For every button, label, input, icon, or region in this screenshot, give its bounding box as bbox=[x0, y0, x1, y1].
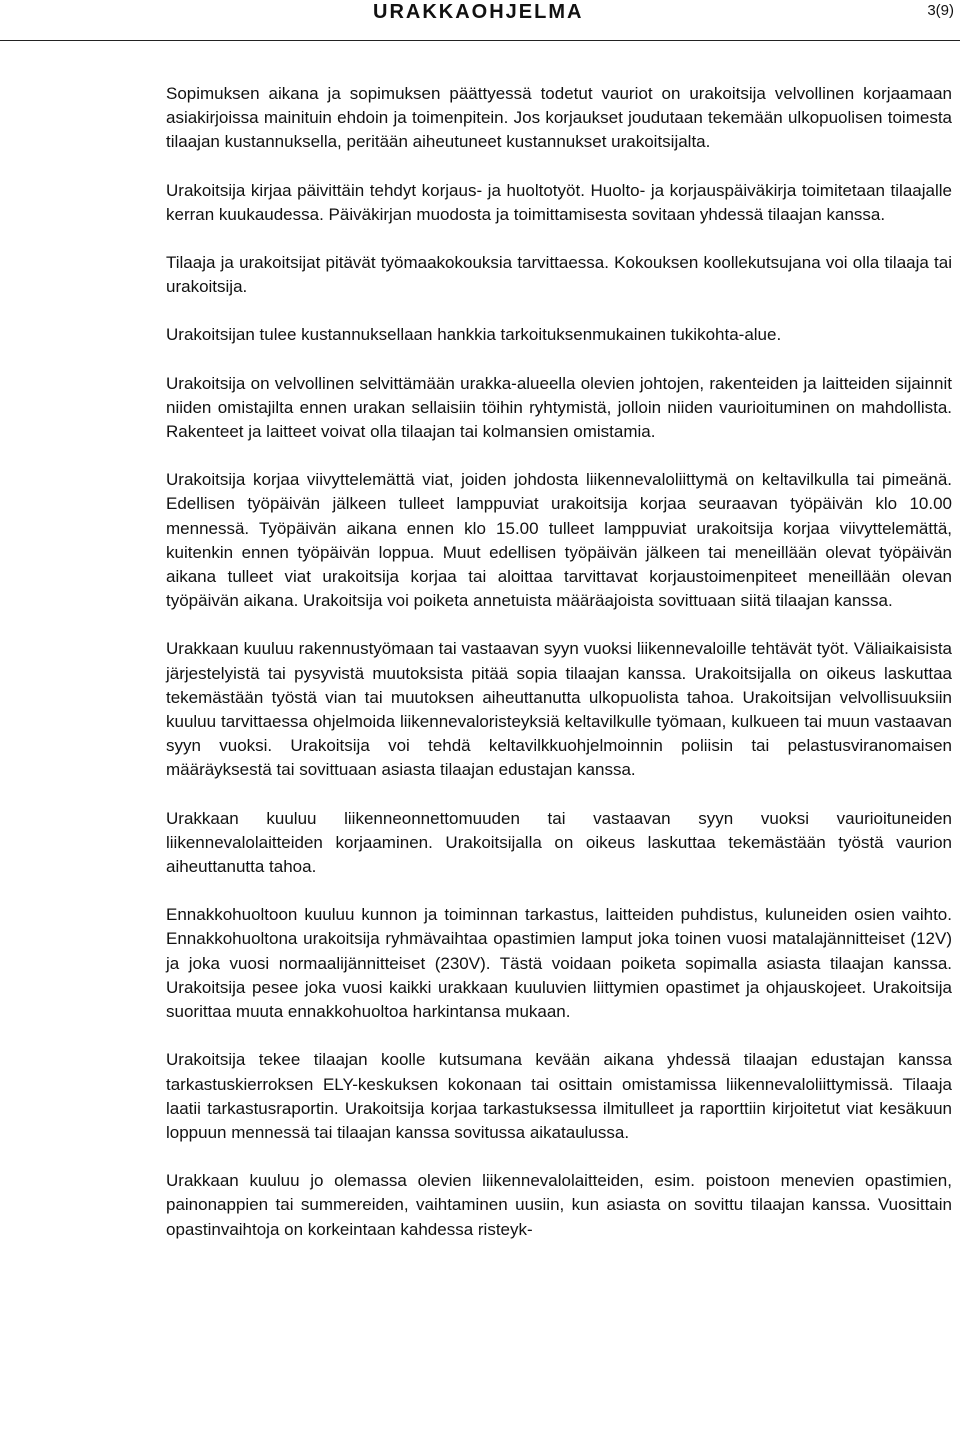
page-number: 3(9) bbox=[927, 2, 954, 19]
paragraph-cable-locations: Urakoitsija on velvollinen selvittämään urakka-alueella olevien johtojen, rakenteiden ja laitteiden sijainnit niiden omistajilta ennen urakan sellaisiin töihin ryhtymistä, jolloin niiden vaurioituminen on mahdollista. Rakenteet ja laitteet voivat olla tilaajan tai kolmansien omistamia. bbox=[166, 373, 952, 442]
paragraph-equipment-replacement: Urakkaan kuuluu jo olemassa olevien liikennevalolaitteiden, esim. poistoon menevien opastimien, painonappien tai summereiden, vaihtaminen uusiin, kun asiasta on sovittu tilaajan kanssa. Vuosittain opastinvaihtoja on korkeintaan kahdessa risteyk- bbox=[166, 1171, 952, 1239]
paragraph-base-area: Urakoitsijan tulee kustannuksellaan hankkia tarkoituksenmukainen tukikohta-alue. bbox=[166, 325, 782, 345]
paragraph-maintenance-log: Urakoitsija kirjaa päivittäin tehdyt korjaus- ja huoltotyöt. Huolto- ja korjauspäiväkirja toimitetaan tilaajalle kerran kuukaudessa. Päiväkirjan muodosta ja toimittamisesta sovitaan yhdessä tilaajan kanssa. bbox=[166, 180, 952, 224]
paragraph-inspection-round: Urakoitsija tekee tilaajan koolle kutsumana kevään aikana yhdessä tilaajan edustajan kanssa tarkastuskierroksen ELY-keskuksen kokonaan tai osittain omistamissa liikennevaloliittymissä. Tilaaja laatii tarkastusraportin. Urakoitsija korjaa tarkastuksessa ilmitulleet ja raporttiin kirjoitetut viat kesäkuun loppuun mennessä tai tilaajan kanssa sovitussa aikataulussa. bbox=[166, 1050, 952, 1142]
paragraph-preventive-maintenance: Ennakkohuoltoon kuuluu kunnon ja toiminnan tarkastus, laitteiden puhdistus, kuluneiden osien vaihto. Ennakkohuoltona urakoitsija ryhmävaihtaa opastimien lamput joka toinen vuosi matalajännitteiset (12V) ja joka vuosi normaalijännitteiset (230V). Tästä voidaan poiketa sopimalla asiasta tilaajan kanssa. Urakoitsija pesee joka vuosi kaikki urakkaan kuuluvien liittymien opastimet ja ohjauskojeet. Urakoitsija suorittaa muuta ennakkohuoltoa harkintansa mukaan. bbox=[166, 905, 952, 1022]
document-title: URAKKAOHJELMA bbox=[373, 1, 584, 23]
header-divider bbox=[0, 40, 960, 41]
paragraph-accident-repairs: Urakkaan kuuluu liikenneonnettomuuden tai vastaavan syyn vuoksi vaurioituneiden liikennevalolaitteiden korjaaminen. Urakoitsijalla on oikeus laskuttaa tekemästään työstä vaurion aiheuttanutta tahoa. bbox=[166, 808, 952, 877]
document-body bbox=[166, 82, 952, 1266]
paragraph-fault-repair-times: Urakoitsija korjaa viivyttelemättä viat, joiden johdosta liikennevaloliittymä on keltavilkulla tai pimeänä. Edellisen työpäivän jälkeen tulleet lamppuviat urakoitsija korjaa seuraavan työpäivän klo 10.00 mennessä. Työpäivän aikana ennen klo 15.00 tulleet lamppuviat urakoitsija korjaa viivyttelemättä, kuitenkin ennen työpäivän loppua. Muut edellisen työpäivän jälkeen tai meneillään olevat työpäivän aikana tulleet viat urakoitsija korjaa tai aloittaa tarvittavat korjaustoimenpiteet meneillään olevan työpäivän aikana. Urakoitsija voi poiketa annetuista määräajoista sovittuaan siitä tilaajan kanssa. bbox=[166, 470, 952, 611]
paragraph-construction-works: Urakkaan kuuluu rakennustyömaan tai vastaavan syyn vuoksi liikennevaloille tehtävät työt. Väliaikaisista järjestelyistä tai pysyvistä muutoksista pitää sopia tilaajan kanssa. Urakoitsijalla on oikeus laskuttaa tekemästään työstä vian tai muutoksen aiheuttanutta ulkopuolista tahoa. Urakoitsijan velvollisuuksiin kuuluu tarvittaessa ohjelmoida liikennevaloristeyksiä keltavilkulle työmaan, kulkueen tai muun vastaavan syyn vuoksi. Urakoitsija voi tehdä keltavilkkuohjelmoinnin poliisin tai pelastusviranomaisen määräyksestä tai sovittuaan asiasta tilaajan edustajan kanssa. bbox=[166, 639, 952, 780]
page-header bbox=[0, 0, 960, 46]
paragraph-site-meetings: Tilaaja ja urakoitsijat pitävät työmaakokouksia tarvittaessa. Kokouksen koollekutsujana voi olla tilaaja tai urakoitsija. bbox=[166, 253, 952, 297]
paragraph-damage-repair: Sopimuksen aikana ja sopimuksen päättyessä todetut vauriot on urakoitsija velvollinen korjaamaan asiakirjoissa mainituin ehdoin ja toimenpitein. Jos korjaukset joudutaan tekemään ulkopuolisen toimesta tilaajan kustannuksella, peritään aiheutuneet kustannukset urakoitsijalta. bbox=[166, 84, 952, 152]
